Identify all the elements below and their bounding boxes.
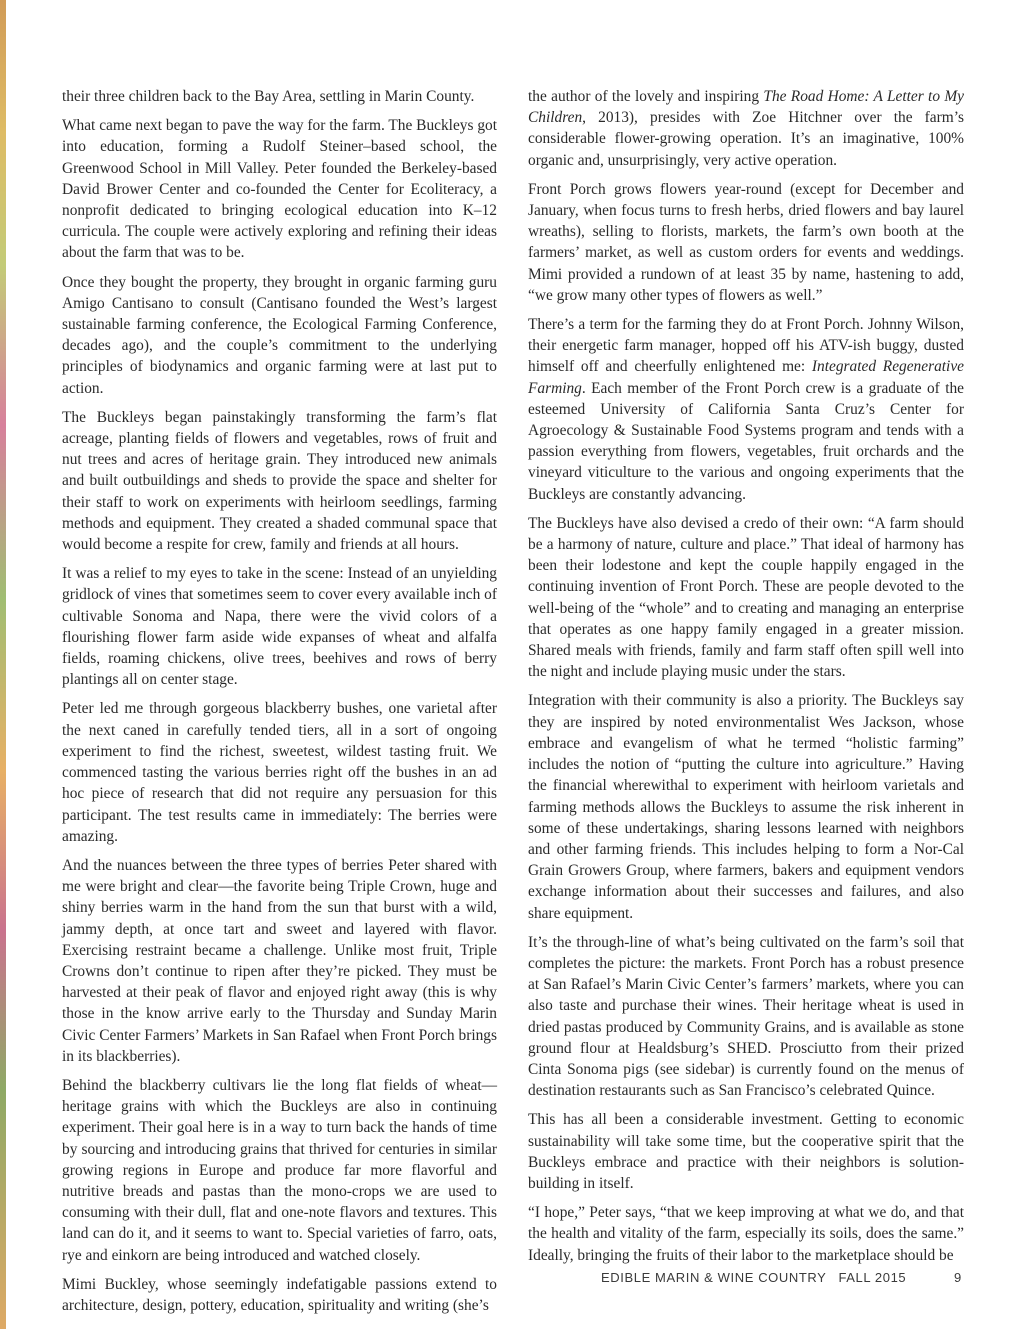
footer-publication: EDIBLE MARIN & WINE COUNTRY FALL 2015 (601, 1270, 907, 1285)
paragraph: And the nuances between the three types of berries Peter shared with me were bright and clear—the favorite being Triple Crown, huge and shiny berries warm in the hand from the sun that burst with a wild, jammy depth, at once tart and sweet and layered with flavor. Exercising restraint became a challenge. Unlike most fruit, Triple Crowns don’t continue to ripen after they’re picked. They must be harvested at their peak of flavor and enjoyed right away (this is why those in the know arrive early to the Thursday and Sunday Marin Civic Center Farmers’ Markets in San Rafael when Front Porch brings in its blackberries). (62, 856, 497, 1065)
footer-season: FALL 2015 (838, 1270, 907, 1285)
paragraph: their three children back to the Bay Area, settling in Marin County. (62, 88, 475, 105)
paragraph: Once they bought the property, they brought in organic farming guru Amigo Cantisano to consult (Cantisano founded the West’s largest sustainable farming conference, the Ecological Farming Conference, decades ago), and the couple’s commitment to the underlying principles of biodynamics and organic farming were at last put to action. (62, 273, 497, 397)
page-edge-photo-strip (0, 0, 6, 1329)
paragraph: It’s the through-line of what’s being cultivated on the farm’s soil that completes the picture: the markets. Front Porch has a robust presence at San Rafael’s Marin Civic Center’s farmers’ markets, where you can also taste and purchase their wines. Their heritage wheat is used in dried pastas produced by Community Grains, and is available as stone ground flour at Healdsburg’s SHED. Prosciutto from their prized Cinta Sonoma pigs (see sidebar) is currently found on the menus of destination restaurants such as San Francisco’s celebrated Quince. (528, 933, 964, 1100)
paragraph: Front Porch grows flowers year-round (except for December and January, when focus turns to fresh herbs, dried flowers and bay laurel wreaths), selling to florists, markets, the farm’s own booth at the farmers’ market, as well as custom orders for events and weddings. Mimi provided a rundown of at least 35 by name, hastening to add, “we grow many other types of flowers as well.” (528, 180, 964, 304)
paragraph: Mimi Buckley, whose seemingly indefatigable passions extend to architecture, design, pottery, education, spirituality and writing (she’s (62, 1275, 497, 1314)
paragraph: Behind the blackberry cultivars lie the long flat fields of wheat—heritage grains with which the Buckleys are also in continuing experiment. Their goal here is in a way to turn back the hands of time by sourcing and introducing grains that thrived for centuries in similar growing regions in Europe and produce far more flavorful and nutritive breads and pastas than the mono-crops we are used to consuming with their dull, flat and one-note flavors and textures. This land can do it, and it seems to want to. Special varieties of farro, oats, rye and einkorn are being introduced and watched closely. (62, 1076, 497, 1264)
paragraph: the author of the lovely and inspiring The Road Home: A Letter to My Children, 2013), presides with Zoe Hitchner over the farm’s considerable flower-growing operation. It’s an imaginative, 100% organic and, unsurprisingly, very active operation. (528, 88, 964, 169)
paragraph: Peter led me through gorgeous blackberry bushes, one varietal after the next caned in carefully tended tiers, all in a sort of ongoing experiment to find the richest, sweetest, wildest tasting fruit. We commenced tasting the various berries right off the bushes in an ad hoc piece of research that did not require any persuasion for this participant. The test results came in immediately: The berries were amazing. (62, 700, 497, 845)
farming-term: Integrated Regenerative Farming (528, 358, 964, 397)
paragraph: It was a relief to my eyes to take in the scene: Instead of an unyielding gridlock of vines that sometimes seem to cover every available inch of cultivable Sonoma and Napa, there were the vivid colors of a flourishing flower farm aside wide expanses of wheat and alfalfa fields, roaming chickens, olive trees, beehives and rows of berry plantings all on center stage. (62, 565, 497, 689)
right-column (528, 86, 964, 1266)
paragraph: What came next began to pave the way for the farm. The Buckleys got into education, forming a Rudolf Steiner–based school, the Greenwood School in Mill Valley. Peter founded the Berkeley-based David Brower Center and co-founded the Center for Ecoliteracy, a nonprofit dedicated to bringing ecological education into K–12 curricula. The couple were actively exploring and refining their ideas about the farm that was to be. (62, 117, 497, 262)
page-number: 9 (954, 1270, 962, 1285)
paragraph: There’s a term for the farming they do at Front Porch. Johnny Wilson, their energetic farm manager, hopped off his ATV-ish buggy, dusted himself off and cheerfully enlightened me: Integrated Regenerative Farming. Each member of the Front Porch crew is a graduate of the esteemed University of California Santa Cruz’s Center for Agroecology & Sustainable Food Systems program and tends with a passion everything from flowers, vegetables, fruit orchards and the vineyard viticulture to the various and ongoing experiments that the Buckleys are constantly advancing. (528, 316, 964, 503)
paragraph: “I hope,” Peter says, “that we keep improving at what we do, and that the health and vitality of the farm, especially its soils, does the same.” Ideally, bringing the fruits of their labor to the marketplace should be (528, 1204, 964, 1264)
paragraph: This has all been a considerable investment. Getting to economic sustainability will take some time, but the cooperative spirit that the Buckleys embrace and practice with their neighbors is solution-building in itself. (528, 1111, 964, 1192)
paragraph: The Buckleys began painstakingly transforming the farm’s flat acreage, planting fields of flowers and vegetables, rows of fruit and nut trees and acres of heritage grain. They introduced new animals and built outbuildings and sheds to provide the space and shelter for their staff to work on experiments with heirloom seedlings, farming methods and equipment. They created a shaded communal space that would become a respite for crew, family and friends at all hours. (62, 408, 497, 554)
book-title: The Road Home: A Letter to My Children (528, 88, 964, 127)
paragraph: The Buckleys have also devised a credo of their own: “A farm should be a harmony of nature, culture and place.” That ideal of harmony has been their lodestone and kept the couple happily engaged in the continuing invention of Front Porch. These are people devoted to the well-being of the “whole” and to creating and managing an enterprise that operates as one happy family engaged in a greater mission. Shared meals with friends, family and farm staff often spill well into the night and include playing music under the stars. (528, 514, 964, 681)
paragraph: Integration with their community is also a priority. The Buckleys say they are inspired by noted environmentalist Wes Jackson, whose embrace and evangelism of what he termed “holistic farming” includes the notion of “putting the culture into agriculture.” Having the financial wherewithal to experiment with heirloom varietals and farming methods allows the Buckleys to assume the risk inherent in some of these undertakings, sharing lessons learned with neighbors and other farming friends. This includes helping to form a Nor-Cal Grain Growers Group, where farmers, bakers and equipment vendors exchange information about their successes and failures, and also share equipment. (528, 692, 964, 922)
left-column (62, 86, 497, 1316)
page-footer (0, 1270, 1024, 1290)
